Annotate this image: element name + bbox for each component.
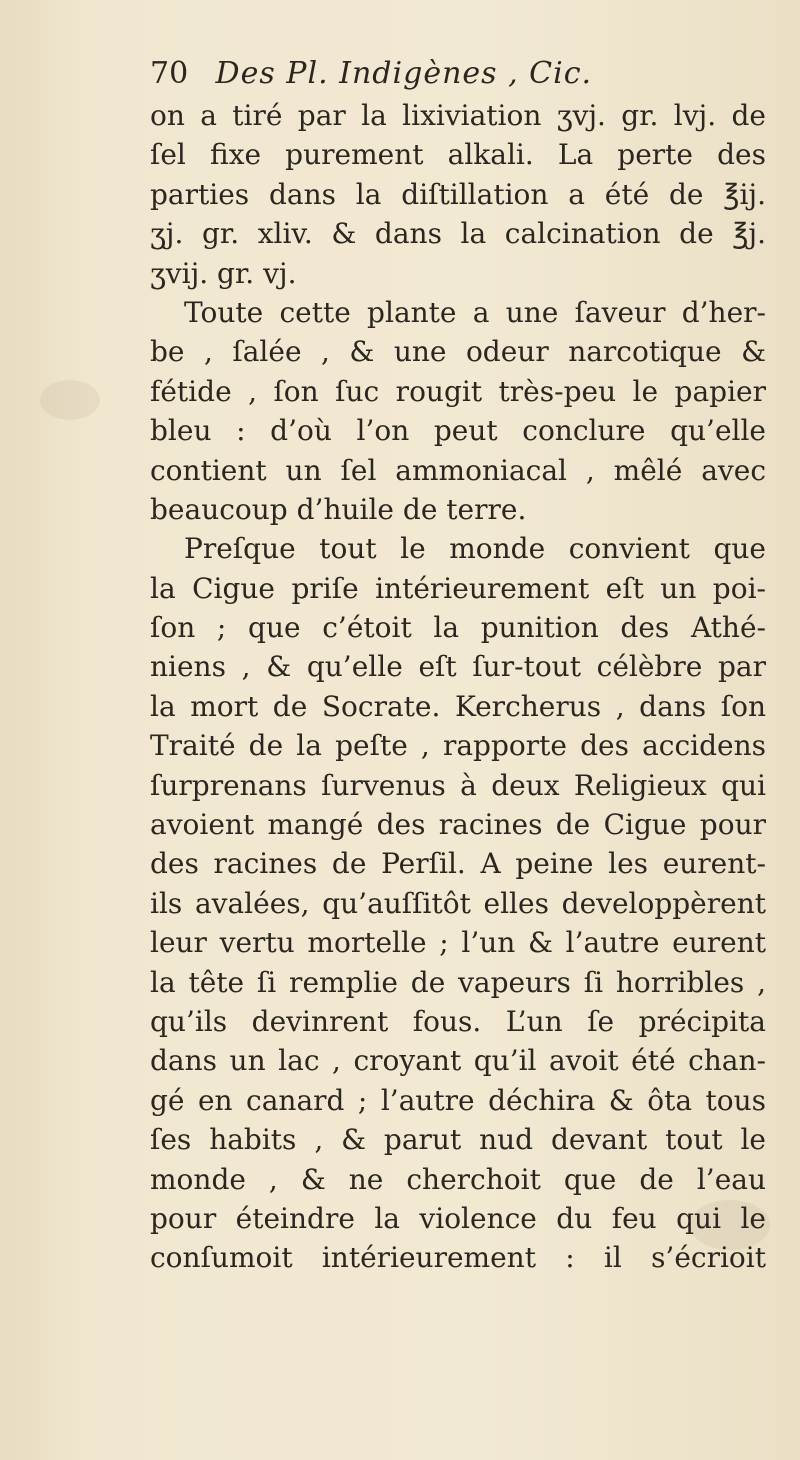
- paper-stain: [40, 380, 100, 420]
- body-text: [150, 96, 766, 1278]
- text-line: on a tiré par la lixiviation ʒvj. gr. lvj. de: [150, 99, 766, 132]
- text-line: ils avalées, qu’auſſitôt elles developpèrent: [150, 886, 766, 920]
- text-line: gé en canard ; l’autre déchira & ôta tous: [150, 1083, 766, 1117]
- text-line: fétide , ſon ſuc rougit très-peu le papier: [150, 374, 766, 408]
- running-title: Des Pl. Indigènes , Cic.: [215, 56, 593, 91]
- text-line: conſumoit intérieurement : il s’écrioit: [150, 1241, 766, 1275]
- text-line: dans un lac , croyant qu’il avoit été chan-: [150, 1044, 766, 1078]
- page-number: 70: [150, 56, 189, 91]
- text-line: des racines de Perſil. A peine les eurent-: [150, 847, 766, 881]
- text-line: qu’ils devinrent fous. L’un ſe précipita: [150, 1004, 766, 1038]
- text-line: la Cigue priſe intérieurement eſt un poi-: [150, 571, 766, 605]
- text-line: beaucoup d’huile de terre.: [150, 492, 527, 526]
- page-header: [150, 54, 760, 94]
- text-line: Traité de la peſte , rapporte des accidens: [150, 729, 766, 763]
- text-line: ʒvij. gr. vj.: [150, 256, 297, 290]
- text-line: parties dans la diſtillation a été de ℥ij.: [150, 177, 766, 211]
- text-line: bleu : d’où l’on peut conclure qu’elle: [150, 414, 766, 448]
- text-line: ſon ; que c’étoit la punition des Athé-: [150, 611, 766, 645]
- text-line: avoient mangé des racines de Cigue pour: [150, 808, 766, 842]
- text-line: Preſque tout le monde convient que: [184, 532, 766, 566]
- text-line: la mort de Socrate. Kercherus , dans ſon: [150, 689, 766, 723]
- text-line: ſes habits , & parut nud devant tout le: [150, 1123, 766, 1157]
- text-line: be , ſalée , & une odeur narcotique &: [150, 335, 766, 369]
- text-line: la tête ſi remplie de vapeurs ſi horribles ,: [150, 965, 766, 999]
- text-line: ſurprenans ſurvenus à deux Religieux qui: [150, 768, 766, 802]
- text-line: ʒj. gr. xliv. & dans la calcination de ℥j.: [150, 217, 766, 251]
- text-line: pour éteindre la violence du feu qui le: [150, 1201, 766, 1235]
- text-line: contient un ſel ammoniacal , mêlé avec: [150, 453, 766, 487]
- text-line: ſel fixe purement alkali. La perte des: [150, 138, 766, 172]
- text-line: niens , & qu’elle eſt ſur-tout célèbre par: [150, 650, 766, 684]
- text-line: monde , & ne cherchoit que de l’eau: [150, 1162, 766, 1196]
- text-line: leur vertu mortelle ; l’un & l’autre eurent: [150, 926, 766, 960]
- text-line: Toute cette plante a une ſaveur d’her-: [184, 295, 766, 329]
